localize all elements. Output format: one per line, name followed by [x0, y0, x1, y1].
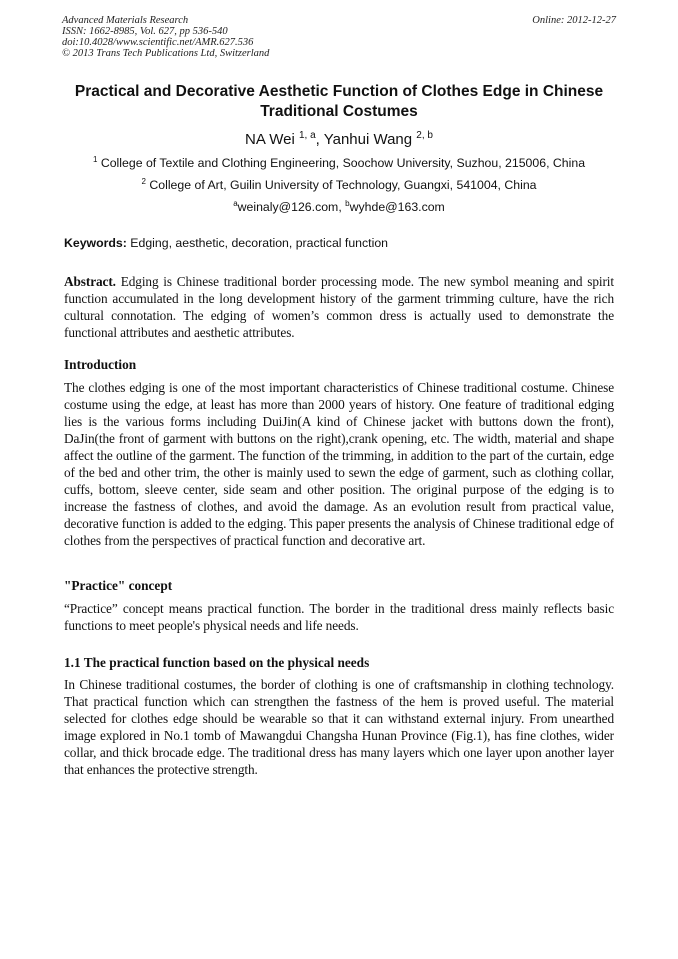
affiliation-1-num: 1 — [92, 154, 98, 164]
abstract-text: Edging is Chinese traditional border processing mode. The new symbol meaning and spirit function accumulated in the long development history of the garment trimming culture, have the rich cultural connotation. The edging of women’s common dress is actually used to demonstrate the functional attributes and aesthetic attributes. — [64, 274, 614, 340]
keywords — [64, 235, 616, 251]
keywords-label: Keywords: — [64, 236, 127, 250]
copyright-line: © 2013 Trans Tech Publications Ltd, Switzerland — [62, 48, 270, 59]
author-separator: , — [315, 131, 324, 148]
issn-line: ISSN: 1662-8985, Vol. 627, pp 536-540 — [62, 26, 228, 37]
email-a-sup: a — [233, 198, 238, 208]
email-b-sup: b — [345, 198, 350, 208]
doi-line: doi:10.4028/www.scientific.net/AMR.627.536 — [62, 37, 254, 48]
section-1-1-paragraph: In Chinese traditional costumes, the border of clothing is one of craftsmanship in clothing technology. That practical function which can strengthen the fastness of the hem is proved useful. The material selected for clothes edge should be wearable so that it can withstand external injury. From unearthed image explored in No.1 tomb of Mawangdui Changsha Hunan Province (Fig.1), has fine clothes, wider collar, and thick brocade edge. The traditional dress has many layers which one layer upon another layer that enhances the protective strength. — [64, 677, 614, 777]
online-date: Online: 2012-12-27 — [532, 15, 616, 26]
affiliation-1-text: College of Textile and Clothing Engineering, Soochow University, Suzhou, 215006, China — [100, 156, 586, 170]
paper-title: Practical and Decorative Aesthetic Function of Clothes Edge in Chinese Traditional Costumes — [74, 83, 604, 120]
practice-heading: "Practice" concept — [64, 578, 173, 593]
abstract-label: Abstract. — [64, 274, 116, 289]
email-separator: , — [338, 200, 346, 214]
email-a: weinaly@126.com — [237, 200, 339, 214]
affiliation-2 — [40, 177, 638, 193]
author-line — [40, 130, 638, 150]
affiliation-1 — [40, 155, 638, 171]
affiliation-2-text: College of Art, Guilin University of Technology, Guangxi, 541004, China — [149, 178, 537, 192]
email-line — [40, 199, 638, 215]
introduction-heading: Introduction — [64, 357, 137, 372]
abstract — [64, 273, 614, 341]
affiliation-2-num: 2 — [141, 176, 146, 186]
introduction-paragraph: The clothes edging is one of the most important characteristics of Chinese traditional costume. Chinese costume using the edge, at least has more than 2000 years of history. One feature of traditional edging lies is the various forms including DuiJin(A kind of Chinese jacket with buttons down the front), DaJin(the front of garment with buttons on the right),crank opening, etc. The width, material and shape affect the outline of the garment. The function of the trimming, in addition to the part of the curtain, edge of the bed and other trim, the other is mainly used to sewn the edge of garment, such as clothing collar, cuffs, bottom, sleeve center, side seam and other position. The original purpose of the edging is to increase the fastness of clothes, and avoid the damage. As an evolution result from practical value, decorative function is added to the edging. This paper presents the analysis of Chinese traditional edge of clothes from the perspectives of practical function and decorative art. — [64, 380, 614, 548]
author-1-name: NA Wei — [245, 131, 295, 148]
email-b: wyhde@163.com — [349, 200, 445, 214]
practice-paragraph: “Practice” concept means practical function. The border in the traditional dress mainly reflects basic functions to meet people's physical needs and life needs. — [64, 601, 614, 633]
author-2-sup: 2, b — [416, 130, 433, 141]
section-1-1-heading: 1.1 The practical function based on the physical needs — [64, 655, 370, 670]
journal-name: Advanced Materials Research — [62, 15, 189, 26]
keywords-text: Edging, aesthetic, decoration, practical function — [126, 236, 388, 250]
author-1-sup: 1, a — [298, 130, 316, 141]
journal-header — [62, 15, 616, 59]
author-2-name: Yanhui Wang — [323, 131, 413, 148]
